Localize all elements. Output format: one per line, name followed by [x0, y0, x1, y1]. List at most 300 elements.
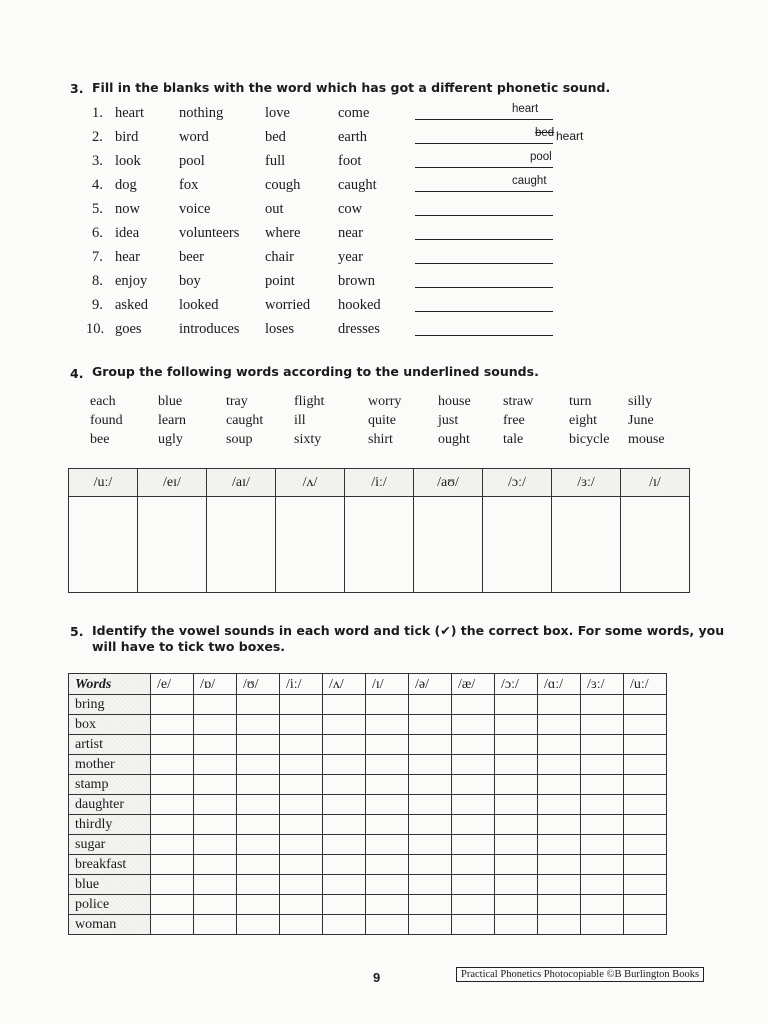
q5-sound-header: /ʌ/	[323, 674, 366, 695]
q4-sound-header: /eɪ/	[138, 469, 207, 497]
q3-item-number: 1.	[92, 105, 103, 121]
q3-option-word: where	[265, 225, 301, 241]
q5-tick-box[interactable]	[366, 735, 409, 755]
q5-tick-box[interactable]	[452, 875, 495, 895]
q5-tick-box[interactable]	[151, 795, 194, 815]
q5-tick-box[interactable]	[194, 775, 237, 795]
q5-tick-box[interactable]	[194, 795, 237, 815]
table-row	[69, 895, 667, 915]
q3-item-number: 10.	[86, 321, 105, 337]
q5-tick-box[interactable]	[452, 755, 495, 775]
q3-option-word: chair	[265, 249, 294, 265]
q5-vowel-table	[68, 673, 667, 935]
q5-tick-box[interactable]	[495, 915, 538, 935]
q5-tick-box[interactable]	[624, 715, 667, 735]
q5-tick-box[interactable]	[495, 755, 538, 775]
q4-answer-cell[interactable]	[345, 497, 414, 593]
q5-tick-box[interactable]	[151, 755, 194, 775]
q3-option-word: dresses	[338, 321, 380, 337]
q5-tick-box[interactable]	[409, 915, 452, 935]
q5-word-cell: thirdly	[69, 815, 151, 835]
q5-tick-box[interactable]	[409, 855, 452, 875]
q5-word-cell: stamp	[69, 775, 151, 795]
q3-item-number: 3.	[92, 153, 103, 169]
q5-tick-box[interactable]	[409, 695, 452, 715]
q5-tick-box[interactable]	[280, 895, 323, 915]
q5-tick-box[interactable]	[538, 895, 581, 915]
q3-item	[86, 321, 562, 341]
q5-tick-box[interactable]	[624, 695, 667, 715]
q4-sound-header: /aʊ/	[414, 469, 483, 497]
table-row	[69, 775, 667, 795]
q5-tick-box[interactable]	[151, 735, 194, 755]
q3-item-number: 4.	[92, 177, 103, 193]
q3-item	[92, 225, 562, 245]
q3-answer-blank[interactable]	[415, 311, 553, 312]
q5-tick-box[interactable]	[581, 815, 624, 835]
q5-tick-box[interactable]	[581, 895, 624, 915]
q5-tick-box[interactable]	[538, 715, 581, 735]
q5-tick-box[interactable]	[624, 815, 667, 835]
q5-tick-box[interactable]	[323, 895, 366, 915]
q5-sound-header: /ɔː/	[495, 674, 538, 695]
q5-tick-box[interactable]	[151, 715, 194, 735]
q4-word: ugly	[158, 432, 183, 447]
q5-tick-box[interactable]	[237, 795, 280, 815]
q5-tick-box[interactable]	[495, 815, 538, 835]
q3-option-word: point	[265, 273, 295, 289]
q3-option-word: caught	[338, 177, 377, 193]
q5-tick-box[interactable]	[452, 895, 495, 915]
q3-item-number: 8.	[92, 273, 103, 289]
q3-item	[92, 153, 562, 173]
q4-word: silly	[628, 394, 653, 409]
q5-tick-box[interactable]	[538, 755, 581, 775]
q5-sound-header: /ɪ/	[366, 674, 409, 695]
q3-option-word: asked	[115, 297, 149, 313]
q4-answer-cell[interactable]	[276, 497, 345, 593]
q3-option-word: look	[115, 153, 141, 169]
q5-tick-box[interactable]	[452, 855, 495, 875]
q5-tick-box[interactable]	[581, 735, 624, 755]
q3-answer-blank[interactable]	[415, 191, 553, 192]
q5-tick-box[interactable]	[194, 855, 237, 875]
q5-word-cell: artist	[69, 735, 151, 755]
q3-option-word: year	[338, 249, 363, 265]
q4-grouping-table	[68, 468, 690, 593]
q4-sound-header: /ɜː/	[552, 469, 621, 497]
q3-handwritten-answer: pool	[530, 151, 552, 163]
q3-item	[92, 105, 562, 125]
q5-tick-box[interactable]	[409, 895, 452, 915]
q5-word-cell: breakfast	[69, 855, 151, 875]
q5-tick-box[interactable]	[323, 815, 366, 835]
q3-option-word: introduces	[179, 321, 240, 337]
q5-tick-box[interactable]	[237, 815, 280, 835]
q5-tick-box[interactable]	[538, 815, 581, 835]
q5-tick-box[interactable]	[280, 695, 323, 715]
q3-option-word: near	[338, 225, 363, 241]
q3-option-word: hear	[115, 249, 140, 265]
q5-sound-header: /uː/	[624, 674, 667, 695]
q3-item	[92, 177, 562, 197]
q3-option-word: fox	[179, 177, 199, 193]
q5-tick-box[interactable]	[323, 835, 366, 855]
q5-number: 5.	[70, 624, 84, 639]
q5-tick-box[interactable]	[237, 855, 280, 875]
q5-tick-box[interactable]	[237, 755, 280, 775]
q5-tick-box[interactable]	[538, 875, 581, 895]
q3-option-word: foot	[338, 153, 362, 169]
q4-sound-header: /ɪ/	[621, 469, 690, 497]
q5-tick-box[interactable]	[409, 875, 452, 895]
q3-item-number: 2.	[92, 129, 103, 145]
q4-word: shirt	[368, 432, 393, 447]
q3-option-word: out	[265, 201, 284, 217]
q3-corrected-answer: heart	[556, 129, 584, 143]
q3-item-number: 5.	[92, 201, 103, 217]
table-row	[69, 795, 667, 815]
table-row	[69, 815, 667, 835]
q5-tick-box[interactable]	[366, 795, 409, 815]
q4-word: flight	[294, 394, 325, 409]
q5-tick-box[interactable]	[194, 815, 237, 835]
q5-tick-box[interactable]	[624, 835, 667, 855]
q5-tick-box[interactable]	[280, 835, 323, 855]
q5-tick-box[interactable]	[151, 875, 194, 895]
q5-word-cell: police	[69, 895, 151, 915]
q5-tick-box[interactable]	[495, 775, 538, 795]
q5-tick-box[interactable]	[581, 795, 624, 815]
q3-option-word: cow	[338, 201, 363, 217]
q3-option-word: earth	[338, 129, 367, 145]
q5-word-cell: daughter	[69, 795, 151, 815]
q4-answer-cell[interactable]	[207, 497, 276, 593]
q5-tick-box[interactable]	[538, 735, 581, 755]
q3-option-word: looked	[179, 297, 219, 313]
q5-tick-box[interactable]	[409, 835, 452, 855]
q5-tick-box[interactable]	[409, 735, 452, 755]
q5-tick-box[interactable]	[409, 715, 452, 735]
page-number: 9	[373, 970, 381, 985]
q5-tick-box[interactable]	[624, 735, 667, 755]
q5-tick-box[interactable]	[495, 875, 538, 895]
q5-tick-box[interactable]	[538, 795, 581, 815]
q3-option-word: hooked	[338, 297, 381, 313]
q5-tick-box[interactable]	[151, 895, 194, 915]
q5-tick-box[interactable]	[237, 895, 280, 915]
table-row	[69, 875, 667, 895]
q4-word: tray	[226, 394, 248, 409]
q5-tick-box[interactable]	[452, 775, 495, 795]
q4-sound-header: /ɔː/	[483, 469, 552, 497]
q5-tick-box[interactable]	[280, 755, 323, 775]
q4-answer-cell[interactable]	[138, 497, 207, 593]
q4-word: quite	[368, 413, 396, 428]
q5-tick-box[interactable]	[280, 815, 323, 835]
q4-answer-cell[interactable]	[621, 497, 690, 593]
q5-tick-box[interactable]	[151, 775, 194, 795]
q5-tick-box[interactable]	[194, 835, 237, 855]
q5-tick-box[interactable]	[495, 855, 538, 875]
q5-word-cell: mother	[69, 755, 151, 775]
q4-word: soup	[226, 432, 253, 447]
q5-tick-box[interactable]	[280, 775, 323, 795]
q3-option-word: idea	[115, 225, 140, 241]
q5-tick-box[interactable]	[624, 775, 667, 795]
q5-tick-box[interactable]	[237, 715, 280, 735]
q5-tick-box[interactable]	[366, 715, 409, 735]
q5-tick-box[interactable]	[409, 815, 452, 835]
q5-tick-box[interactable]	[151, 695, 194, 715]
q3-item	[92, 249, 562, 269]
q4-word: worry	[368, 394, 402, 409]
q5-word-cell: sugar	[69, 835, 151, 855]
q5-tick-box[interactable]	[409, 775, 452, 795]
q5-tick-box[interactable]	[366, 875, 409, 895]
q5-tick-box[interactable]	[624, 915, 667, 935]
q5-word-cell: box	[69, 715, 151, 735]
q5-tick-box[interactable]	[581, 915, 624, 935]
q5-tick-box[interactable]	[538, 695, 581, 715]
q5-tick-box[interactable]	[581, 715, 624, 735]
q5-tick-box[interactable]	[452, 695, 495, 715]
q4-sound-header: /iː/	[345, 469, 414, 497]
q5-tick-box[interactable]	[323, 735, 366, 755]
q5-tick-box[interactable]	[280, 855, 323, 875]
q3-option-word: love	[265, 105, 290, 121]
q3-item-number: 9.	[92, 297, 103, 313]
q5-tick-box[interactable]	[151, 815, 194, 835]
q5-tick-box[interactable]	[581, 875, 624, 895]
q3-option-word: now	[115, 201, 140, 217]
q3-option-word: word	[179, 129, 209, 145]
q5-tick-box[interactable]	[495, 715, 538, 735]
q3-option-word: loses	[265, 321, 294, 337]
q5-tick-box[interactable]	[495, 835, 538, 855]
q3-answer-blank[interactable]	[415, 215, 553, 216]
q5-tick-box[interactable]	[194, 875, 237, 895]
q5-tick-box[interactable]	[452, 915, 495, 935]
q5-tick-box[interactable]	[280, 915, 323, 935]
q5-sound-header: /ɒ/	[194, 674, 237, 695]
q5-sound-header: /æ/	[452, 674, 495, 695]
q5-tick-box[interactable]	[323, 915, 366, 935]
q3-option-word: bird	[115, 129, 139, 145]
q3-option-word: volunteers	[179, 225, 240, 241]
q5-sound-header: /ɑː/	[538, 674, 581, 695]
q5-tick-box[interactable]	[409, 795, 452, 815]
q3-answer-blank[interactable]	[415, 335, 553, 336]
q4-answer-cell[interactable]	[69, 497, 138, 593]
q4-answer-cell[interactable]	[552, 497, 621, 593]
q5-tick-box[interactable]	[538, 915, 581, 935]
q5-tick-box[interactable]	[538, 855, 581, 875]
q3-item	[92, 201, 562, 221]
q4-word: sixty	[294, 432, 322, 447]
q5-tick-box[interactable]	[366, 775, 409, 795]
q3-answer-blank[interactable]	[415, 263, 553, 264]
q3-item	[92, 127, 584, 149]
q3-option-word: enjoy	[115, 273, 148, 289]
copyright-credit: Practical Phonetics Photocopiable ©B Burlington Books	[456, 967, 704, 982]
q5-tick-box[interactable]	[323, 875, 366, 895]
q4-word: learn	[158, 413, 186, 428]
q4-answer-cell[interactable]	[414, 497, 483, 593]
q3-option-word: nothing	[179, 105, 224, 121]
q3-answer-blank[interactable]	[415, 167, 553, 168]
q5-sound-header: /e/	[151, 674, 194, 695]
q4-word: mouse	[628, 432, 665, 447]
q5-tick-box[interactable]	[495, 895, 538, 915]
q4-word: bicycle	[569, 432, 610, 447]
q3-item	[92, 273, 562, 293]
q4-number: 4.	[70, 366, 84, 381]
q4-word: house	[438, 394, 471, 409]
q5-tick-box[interactable]	[452, 715, 495, 735]
q5-sound-header: /ə/	[409, 674, 452, 695]
q5-tick-box[interactable]	[194, 915, 237, 935]
q4-sound-header: /ʌ/	[276, 469, 345, 497]
q5-tick-box[interactable]	[538, 835, 581, 855]
q4-instruction: Group the following words according to the underlined sounds.	[92, 364, 539, 379]
q4-word: straw	[503, 394, 534, 409]
q5-tick-box[interactable]	[366, 895, 409, 915]
q5-tick-box[interactable]	[409, 755, 452, 775]
q4-word: ought	[438, 432, 470, 447]
q5-tick-box[interactable]	[624, 795, 667, 815]
table-row	[69, 755, 667, 775]
q4-word: tale	[503, 432, 524, 447]
q5-tick-box[interactable]	[366, 695, 409, 715]
q3-option-word: beer	[179, 249, 204, 265]
q3-handwritten-answer: caught	[512, 175, 547, 187]
q5-tick-box[interactable]	[495, 795, 538, 815]
q5-tick-box[interactable]	[624, 755, 667, 775]
q3-option-word: bed	[265, 129, 286, 145]
q5-word-cell: bring	[69, 695, 151, 715]
q5-tick-box[interactable]	[452, 815, 495, 835]
q5-tick-box[interactable]	[452, 735, 495, 755]
q3-option-word: voice	[179, 201, 211, 217]
q4-word: turn	[569, 394, 592, 409]
q3-answer-blank[interactable]	[415, 143, 553, 144]
q4-word: ill	[294, 413, 306, 428]
table-row	[69, 735, 667, 755]
q5-instruction-line1: Identify the vowel sounds in each word and tick (✔) the correct box. For some words, you	[92, 623, 725, 638]
q5-tick-box[interactable]	[581, 755, 624, 775]
q5-tick-box[interactable]	[495, 695, 538, 715]
q5-tick-box[interactable]	[366, 755, 409, 775]
q5-tick-box[interactable]	[280, 735, 323, 755]
q5-tick-box[interactable]	[323, 855, 366, 875]
q5-tick-box[interactable]	[323, 695, 366, 715]
q5-tick-box[interactable]	[194, 735, 237, 755]
q4-sound-header: /uː/	[69, 469, 138, 497]
q5-tick-box[interactable]	[366, 835, 409, 855]
q5-tick-box[interactable]	[237, 695, 280, 715]
q5-tick-box[interactable]	[237, 875, 280, 895]
table-row	[69, 915, 667, 935]
q5-tick-box[interactable]	[323, 775, 366, 795]
q5-instruction-line2: will have to tick two boxes.	[92, 639, 286, 654]
q5-tick-box[interactable]	[323, 755, 366, 775]
q5-sound-header: /ɜː/	[581, 674, 624, 695]
q3-option-word: pool	[179, 153, 205, 169]
q5-tick-box[interactable]	[151, 855, 194, 875]
q4-word: June	[628, 413, 654, 428]
q3-answer-blank[interactable]	[415, 119, 553, 120]
q5-tick-box[interactable]	[237, 835, 280, 855]
words-column-header: Words	[69, 674, 151, 695]
q3-answer-blank[interactable]	[415, 287, 553, 288]
q3-option-word: heart	[115, 105, 144, 121]
q4-word: found	[90, 413, 123, 428]
q4-word: just	[438, 413, 459, 428]
q5-tick-box[interactable]	[452, 795, 495, 815]
q3-option-word: dog	[115, 177, 137, 193]
q5-tick-box[interactable]	[280, 875, 323, 895]
q4-answer-cell[interactable]	[483, 497, 552, 593]
q5-tick-box[interactable]	[366, 855, 409, 875]
q5-tick-box[interactable]	[151, 915, 194, 935]
q5-tick-box[interactable]	[237, 735, 280, 755]
q5-tick-box[interactable]	[366, 915, 409, 935]
q5-tick-box[interactable]	[624, 895, 667, 915]
q3-option-word: goes	[115, 321, 142, 337]
q5-tick-box[interactable]	[581, 695, 624, 715]
table-row	[69, 855, 667, 875]
q5-tick-box[interactable]	[624, 855, 667, 875]
q4-word: free	[503, 413, 525, 428]
q5-tick-box[interactable]	[280, 795, 323, 815]
q5-tick-box[interactable]	[151, 835, 194, 855]
q3-instruction: Fill in the blanks with the word which has got a different phonetic sound.	[92, 80, 611, 95]
q4-word: each	[90, 394, 116, 409]
q4-word: bee	[90, 432, 110, 447]
q5-sound-header: /ʊ/	[237, 674, 280, 695]
q5-tick-box[interactable]	[194, 695, 237, 715]
q5-tick-box[interactable]	[237, 915, 280, 935]
q5-tick-box[interactable]	[323, 795, 366, 815]
q5-tick-box[interactable]	[581, 775, 624, 795]
table-row	[69, 695, 667, 715]
q5-tick-box[interactable]	[194, 715, 237, 735]
table-row	[69, 715, 667, 735]
q5-tick-box[interactable]	[581, 835, 624, 855]
q5-tick-box[interactable]	[452, 835, 495, 855]
q5-tick-box[interactable]	[194, 755, 237, 775]
q5-tick-box[interactable]	[366, 815, 409, 835]
q3-item-number: 6.	[92, 225, 103, 241]
q5-tick-box[interactable]	[538, 775, 581, 795]
q5-tick-box[interactable]	[495, 735, 538, 755]
q5-tick-box[interactable]	[237, 775, 280, 795]
q4-sound-header: /aɪ/	[207, 469, 276, 497]
q5-tick-box[interactable]	[280, 715, 323, 735]
q3-answer-blank[interactable]	[415, 239, 553, 240]
q3-option-word: cough	[265, 177, 301, 193]
q3-option-word: full	[265, 153, 286, 169]
q5-tick-box[interactable]	[624, 875, 667, 895]
q5-tick-box[interactable]	[194, 895, 237, 915]
q3-option-word: brown	[338, 273, 376, 289]
q3-option-word: come	[338, 105, 370, 121]
q5-tick-box[interactable]	[323, 715, 366, 735]
q5-tick-box[interactable]	[581, 855, 624, 875]
q5-word-cell: woman	[69, 915, 151, 935]
table-row	[69, 835, 667, 855]
